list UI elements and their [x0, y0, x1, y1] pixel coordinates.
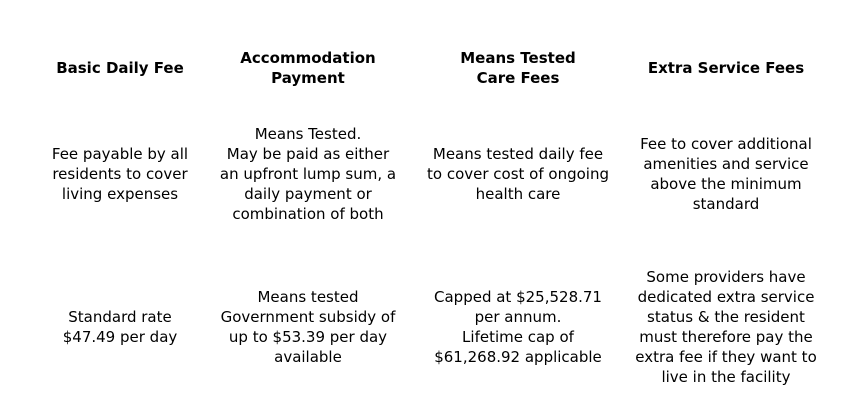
- description-accommodation-payment: Means Tested. May be paid as either an upfront lump sum, a daily payment or combination of both: [219, 125, 397, 223]
- description-means-tested-care-fees: Means tested daily fee to cover cost of ongoing health care: [427, 145, 609, 203]
- description-basic-daily-fee: Fee payable by all residents to cover living expenses: [51, 145, 189, 203]
- heading-extra-service-fees: Extra Service Fees: [647, 59, 805, 77]
- heading-means-tested-care-fees: Means Tested Care Fees: [460, 49, 576, 87]
- rate-basic-daily-fee: Standard rate $47.49 per day: [62, 308, 178, 346]
- column-basic-daily-fee: [36, 0, 204, 412]
- rate-extra-service-fees: Some providers have dedicated extra service status & the resident must therefore pay the extra fee if they want to live in the facility: [635, 268, 817, 386]
- column-means-tested-care-fees: [420, 0, 616, 412]
- rate-accommodation-payment: Means tested Government subsidy of up to $53.39 per day available: [220, 288, 396, 366]
- heading-accommodation-payment: Accommodation Payment: [240, 49, 376, 87]
- description-extra-service-fees: Fee to cover additional amenities and service above the minimum standard: [640, 135, 812, 213]
- column-extra-service-fees: [626, 0, 826, 412]
- column-accommodation-payment: [210, 0, 406, 412]
- heading-basic-daily-fee: Basic Daily Fee: [56, 59, 184, 77]
- rate-means-tested-care-fees: Capped at $25,528.71 per annum. Lifetime cap of $61,268.92 applicable: [434, 288, 602, 366]
